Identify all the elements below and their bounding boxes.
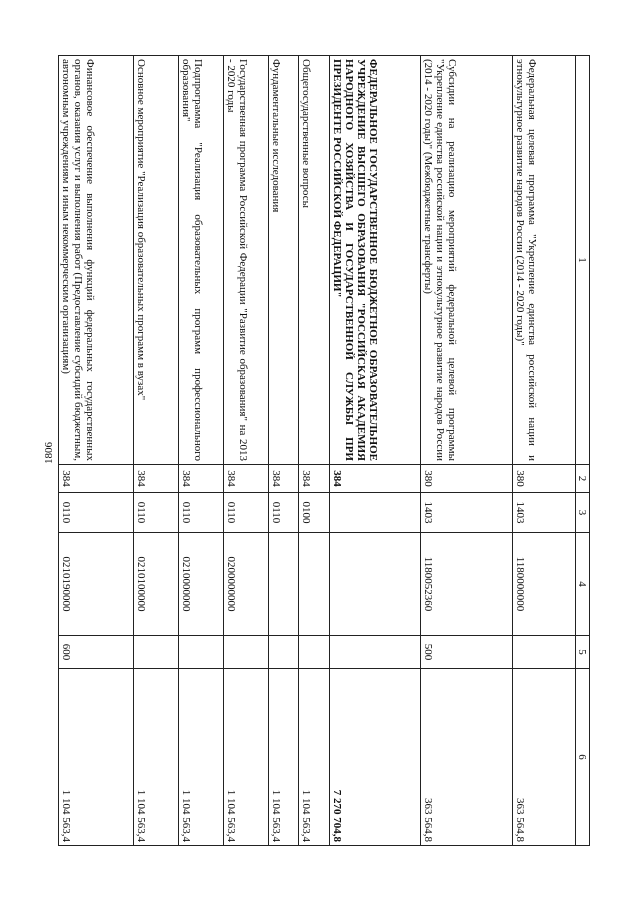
row-section: 1403 — [512, 493, 575, 533]
row-amount: 1 104 563,4 — [268, 669, 299, 846]
row-target-article: 0200000000 — [223, 533, 268, 636]
row-expense-type — [223, 636, 268, 669]
col-header-2: 2 — [576, 465, 590, 493]
row-amount: 1 104 563,4 — [223, 669, 268, 846]
row-name: Общегосударственные вопросы — [299, 56, 330, 465]
col-header-6: 6 — [576, 669, 590, 846]
table-row — [59, 56, 134, 846]
row-target-article: 0210190000 — [59, 533, 134, 636]
row-grbs: 384 — [223, 465, 268, 493]
row-amount: 7 270 704,8 — [329, 669, 421, 846]
row-amount: 363 564,8 — [512, 669, 575, 846]
row-section: 0110 — [223, 493, 268, 533]
row-name: ФЕДЕРАЛЬНОЕ ГОСУДАРСТВЕННОЕ БЮДЖЕТНОЕ ОБРАЗОВАТЕЛЬНОЕ УЧРЕЖДЕНИЕ ВЫСШЕГО ОБРАЗОВАНИЯ "РОССИЙСКАЯ АКАДЕМИЯ НАРОДНОГО ХОЗЯЙСТВА И ГОСУДАРСТВЕННОЙ СЛУЖБЫ ПРИ ПРЕЗИДЕНТЕ РОССИЙСКОЙ ФЕДЕРАЦИИ" — [329, 56, 421, 465]
row-section: 0100 — [299, 493, 330, 533]
row-grbs: 384 — [329, 465, 421, 493]
page-number: 1806 — [43, 442, 55, 464]
row-expense-type — [134, 636, 179, 669]
row-grbs: 384 — [179, 465, 224, 493]
row-amount: 1 104 563,4 — [134, 669, 179, 846]
row-amount: 363 564,8 — [421, 669, 513, 846]
row-amount: 1 104 563,4 — [299, 669, 330, 846]
row-section: 0110 — [59, 493, 134, 533]
row-grbs: 384 — [268, 465, 299, 493]
row-name: Финансовое обеспечение выполнения функций федеральных государственных органов, оказания услуг и выполнения работ (Предоставление субсидий бюджетным, автономным учреждениям и иным некоммерческим организациям) — [59, 56, 134, 465]
table-row — [329, 56, 421, 846]
row-name: Федеральная целевая программа "Укрепление единства российской нации и этнокультурное развитие народов России (2014 - 2020 годы)" — [512, 56, 575, 465]
row-target-article: 0210100000 — [134, 533, 179, 636]
row-section: 1403 — [421, 493, 513, 533]
row-section: 0110 — [179, 493, 224, 533]
col-header-5: 5 — [576, 636, 590, 669]
row-section — [329, 493, 421, 533]
col-header-1: 1 — [576, 56, 590, 465]
row-grbs: 380 — [421, 465, 513, 493]
row-amount: 1 104 563,4 — [59, 669, 134, 846]
row-name: Фундаментальные исследования — [268, 56, 299, 465]
table-row — [421, 56, 513, 846]
col-header-3: 3 — [576, 493, 590, 533]
row-target-article — [329, 533, 421, 636]
budget-table — [58, 55, 590, 846]
row-section: 0110 — [134, 493, 179, 533]
table-row — [268, 56, 299, 846]
row-expense-type — [268, 636, 299, 669]
row-expense-type — [299, 636, 330, 669]
rotated-table-container — [58, 55, 590, 845]
row-name: Субсидии на реализацию мероприятий федеральной целевой программы "Укрепление единства российской нации и этнокультурное развитие народов России (2014 - 2020 годы)" (Межбюджетные трансферты) — [421, 56, 513, 465]
row-name: Государственная программа Российской Федерации "Развитие образования" на 2013 - 2020 годы — [223, 56, 268, 465]
column-number-row — [576, 56, 590, 846]
row-target-article — [299, 533, 330, 636]
table-row — [134, 56, 179, 846]
row-grbs: 384 — [299, 465, 330, 493]
row-grbs: 380 — [512, 465, 575, 493]
row-target-article: 0210000000 — [179, 533, 224, 636]
row-amount: 1 104 563,4 — [179, 669, 224, 846]
row-expense-type — [179, 636, 224, 669]
table-row — [223, 56, 268, 846]
col-header-4: 4 — [576, 533, 590, 636]
row-grbs: 384 — [134, 465, 179, 493]
row-expense-type: 500 — [421, 636, 513, 669]
row-target-article — [268, 533, 299, 636]
row-section: 0110 — [268, 493, 299, 533]
table-row — [512, 56, 575, 846]
table-row — [179, 56, 224, 846]
row-name: Подпрограмма "Реализация образовательных программ профессионального образования" — [179, 56, 224, 465]
row-expense-type — [329, 636, 421, 669]
row-expense-type: 600 — [59, 636, 134, 669]
row-grbs: 384 — [59, 465, 134, 493]
table-row — [299, 56, 330, 846]
row-expense-type — [512, 636, 575, 669]
row-name: Основное мероприятие "Реализация образовательных программ в вузах" — [134, 56, 179, 465]
row-target-article: 1180052360 — [421, 533, 513, 636]
row-target-article: 1180000000 — [512, 533, 575, 636]
